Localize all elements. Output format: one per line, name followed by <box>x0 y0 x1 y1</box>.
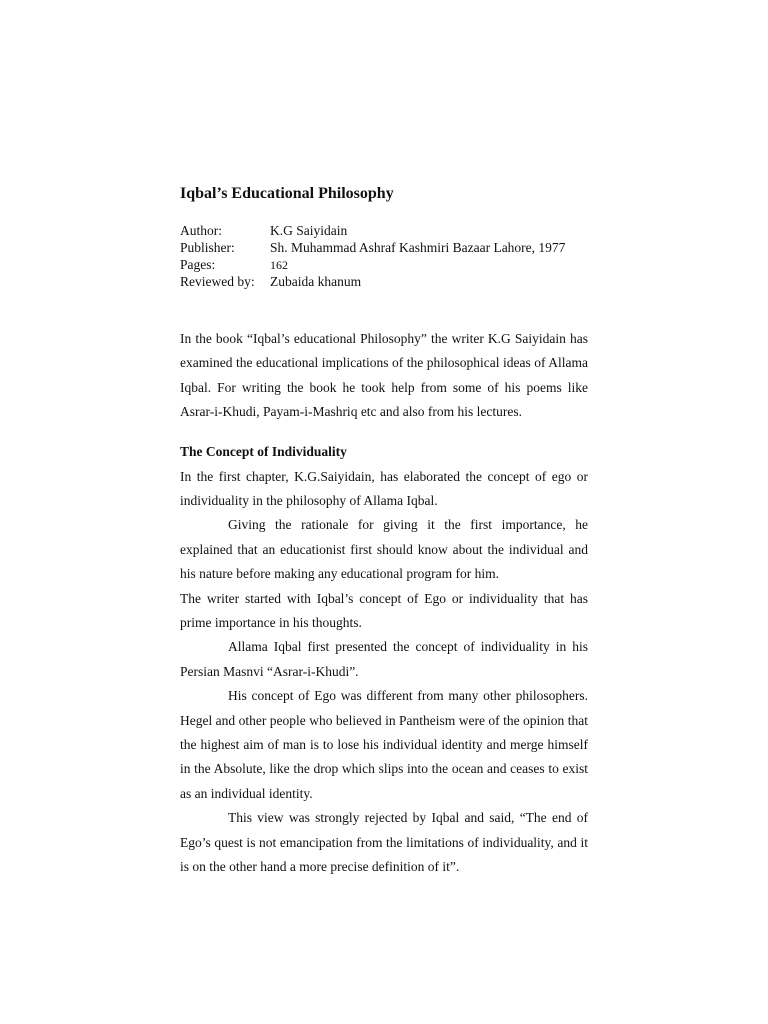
pages-label: Pages: <box>180 257 216 272</box>
body-paragraph: His concept of Ego was different from many other philosophers. Hegel and other people who believed in Pantheism were of the opinion that the highest aim of man is to lose his individual identity and merge himself in the Absolute, like the drop which slips into the ocean and ceases to exist as an individual identity. <box>180 688 588 801</box>
section-heading: The Concept of Individuality <box>180 444 347 460</box>
body-paragraph: Allama Iqbal first presented the concept of individuality in his Persian Masnvi “Asrar-i-Khudi”. <box>180 639 588 679</box>
reviewer-row <box>180 273 565 290</box>
page-title: Iqbal’s Educational Philosophy <box>180 185 394 202</box>
pages-row <box>180 256 565 273</box>
author-label: Author: <box>180 223 222 238</box>
publisher-value: Sh. Muhammad Ashraf Kashmiri Bazaar Lahore, 1977 <box>270 240 566 255</box>
author-row <box>180 222 565 239</box>
reviewer-value: Zubaida khanum <box>270 274 362 289</box>
review-body <box>180 327 588 879</box>
author-value: K.G Saiyidain <box>270 223 348 238</box>
pages-value: 162 <box>270 258 288 272</box>
intro-paragraph: In the book “Iqbal’s educational Philosophy” the writer K.G Saiyidain has examined the educational implications of the philosophical ideas of Allama Iqbal. For writing the book he took help from some of his poems like Asrar-i-Khudi, Payam-i-Mashriq etc and also from his lectures. <box>180 331 588 420</box>
book-metadata <box>180 222 565 290</box>
body-paragraph: This view was strongly rejected by Iqbal and said, “The end of Ego’s quest is not emancipation from the limitations of individuality, and it is on the other hand a more precise definition of it”. <box>180 810 588 875</box>
reviewer-label: Reviewed by: <box>180 274 255 289</box>
body-paragraph: In the first chapter, K.G.Saiyidain, has elaborated the concept of ego or individuality in the philosophy of Allama Iqbal. <box>180 468 588 508</box>
publisher-label: Publisher: <box>180 240 235 255</box>
body-paragraph: The writer started with Iqbal’s concept of Ego or individuality that has prime importance in his thoughts. <box>180 590 588 630</box>
body-paragraph: Giving the rationale for giving it the first importance, he explained that an educationist first should know about the individual and his nature before making any educational program for him. <box>180 517 588 582</box>
publisher-row <box>180 239 565 256</box>
